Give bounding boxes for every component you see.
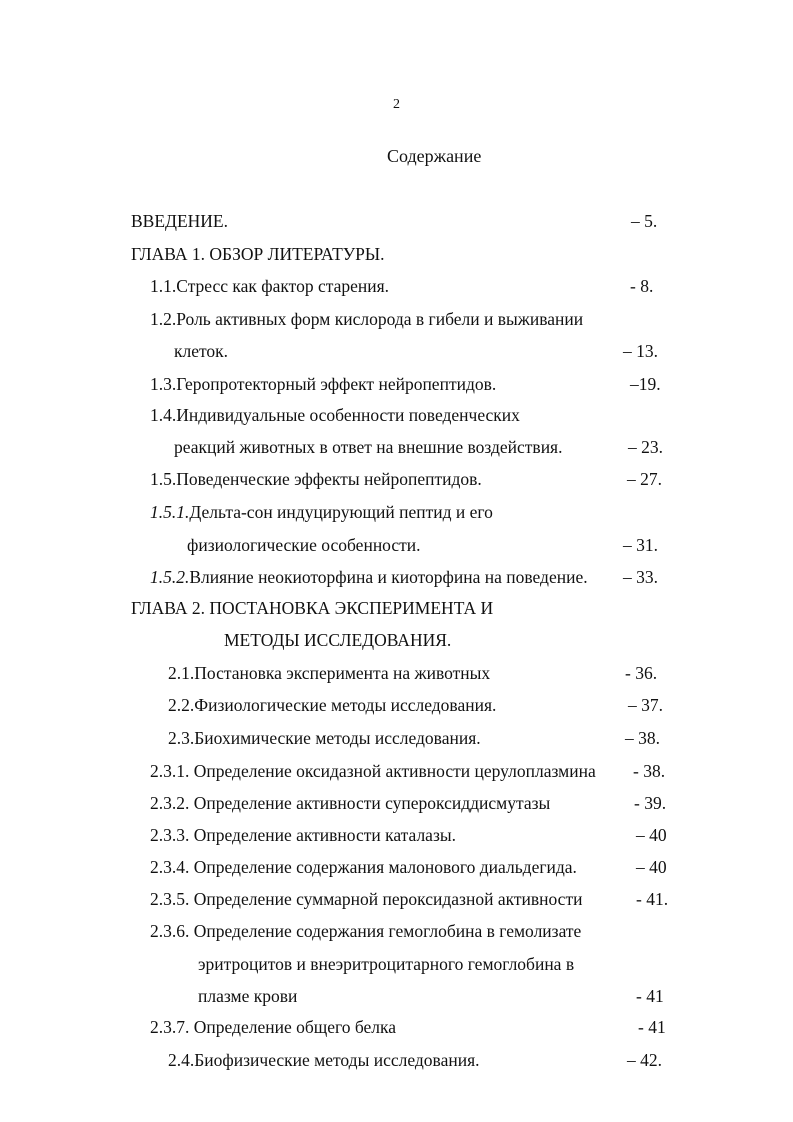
toc-entry-page: - 8. [630,276,654,296]
toc-entry-text: Постановка эксперимента на животных [194,663,491,683]
toc-entry-page: – 23. [628,437,663,457]
toc-entry-1-3 [150,374,496,394]
toc-entry-number: 1.5.1. [150,502,190,522]
toc-entry-page: – 42. [627,1050,662,1070]
toc-entry-introduction [131,211,228,231]
toc-entry-1-5-1-cont [187,535,421,555]
toc-entry-text: клеток. [174,341,229,361]
toc-entry-2-3-5 [150,889,582,909]
toc-entry-text: Дельта-сон индуцирующий пептид и его [189,502,493,522]
page-number: 2 [393,97,400,112]
toc-entry-text: Физиологические методы исследования. [194,695,497,715]
toc-entry-2-2 [168,695,496,715]
toc-entry-2-3-6-cont [198,954,574,974]
toc-entry-number: 1.1. [150,276,177,296]
toc-entry-1-5-2 [150,567,588,587]
toc-entry-number: 1.5. [150,469,177,489]
toc-entry-number: 2.3.3. [150,825,190,845]
toc-entry-page: - 39. [634,793,667,813]
toc-entry-2-3-3 [150,825,456,845]
toc-entry-text: ГЛАВА 2. ПОСТАНОВКА ЭКСПЕРИМЕНТА И [131,598,494,618]
toc-entry-text: Индивидуальные особенности поведенческих [176,405,520,425]
toc-entry-text: Определение содержания малонового диальдегида. [193,857,577,877]
toc-entry-number: 2.4. [168,1050,195,1070]
toc-entry-number: 2.1. [168,663,195,683]
toc-entry-number: 2.3.1. [150,761,190,781]
toc-entry-text: эритроцитов и внеэритроцитарного гемоглобина в [198,954,575,974]
toc-entry-1-4-cont [174,437,563,457]
toc-entry-2-3-4 [150,857,577,877]
toc-entry-text: ВВЕДЕНИЕ. [131,211,229,231]
toc-entry-1-1 [150,276,389,296]
toc-chapter-2 [131,598,493,618]
toc-entry-2-3-1 [150,761,596,781]
toc-entry-text: физиологические особенности. [187,535,421,555]
toc-entry-text: Определение активности каталазы. [193,825,456,845]
toc-entry-number: 2.3.6. [150,921,190,941]
toc-entry-2-1 [168,663,490,683]
toc-entry-text: Геропротекторный эффект нейропептидов. [176,374,497,394]
toc-entry-1-5-1 [150,502,493,522]
toc-entry-number: 1.5.2. [150,567,190,587]
toc-entry-page: –19. [630,374,661,394]
toc-entry-page: – 5. [631,211,658,231]
toc-entry-number: 2.3.7. [150,1017,190,1037]
toc-entry-text: Биофизические методы исследования. [194,1050,480,1070]
toc-entry-page: – 38. [625,728,660,748]
toc-entry-page: - 41. [636,889,669,909]
toc-entry-2-3-6 [150,921,581,941]
toc-entry-page: - 41 [636,986,664,1006]
toc-entry-number: 2.3.4. [150,857,190,877]
toc-entry-page: – 37. [628,695,663,715]
toc-entry-1-5 [150,469,482,489]
toc-entry-number: 2.2. [168,695,195,715]
toc-entry-1-4 [150,405,520,425]
toc-entry-text: МЕТОДЫ ИССЛЕДОВАНИЯ. [224,630,452,650]
toc-entry-1-2 [150,309,583,329]
toc-entry-2-3-2 [150,793,550,813]
toc-entry-number: 2.3.5. [150,889,190,909]
toc-entry-text: Определение оксидазной активности церулоплазмина [193,761,596,781]
toc-entry-text: Стресс как фактор старения. [176,276,390,296]
toc-entry-page: – 40 [636,825,667,845]
page-title: Содержание [387,146,482,166]
toc-entry-number: 2.3.2. [150,793,190,813]
toc-entry-number: 1.2. [150,309,177,329]
toc-entry-number: 2.3. [168,728,195,748]
toc-entry-number: 1.4. [150,405,177,425]
toc-entry-page: - 36. [625,663,658,683]
toc-entry-text: Биохимические методы исследования. [194,728,481,748]
toc-entry-page: – 31. [623,535,658,555]
toc-entry-text: Роль активных форм кислорода в гибели и выживании [176,309,584,329]
toc-entry-number: 1.3. [150,374,177,394]
toc-entry-text: ГЛАВА 1. ОБЗОР ЛИТЕРАТУРЫ. [131,244,385,264]
toc-entry-text: реакций животных в ответ на внешние воздействия. [174,437,563,457]
toc-entry-text: плазме крови [198,986,298,1006]
toc-entry-2-4 [168,1050,480,1070]
toc-entry-1-2-cont [174,341,228,361]
toc-entry-page: – 27. [627,469,662,489]
toc-entry-text: Определение общего белка [193,1017,397,1037]
toc-entry-text: Определение суммарной пероксидазной активности [193,889,583,909]
toc-entry-page: – 40 [636,857,667,877]
toc-chapter-2-cont [224,630,451,650]
toc-entry-text: Определение содержания гемоглобина в гемолизате [193,921,582,941]
toc-entry-2-3-6-cont2 [198,986,297,1006]
toc-chapter-1 [131,244,385,264]
toc-entry-page: – 33. [623,567,658,587]
toc-entry-2-3-7 [150,1017,396,1037]
toc-entry-text: Определение активности супероксиддисмутазы [193,793,551,813]
toc-entry-text: Поведенческие эффекты нейропептидов. [176,469,482,489]
toc-entry-text: Влияние неокиоторфина и киоторфина на поведение. [189,567,588,587]
toc-entry-page: - 38. [633,761,666,781]
toc-entry-2-3 [168,728,481,748]
toc-entry-page: - 41 [638,1017,666,1037]
toc-entry-page: – 13. [623,341,658,361]
